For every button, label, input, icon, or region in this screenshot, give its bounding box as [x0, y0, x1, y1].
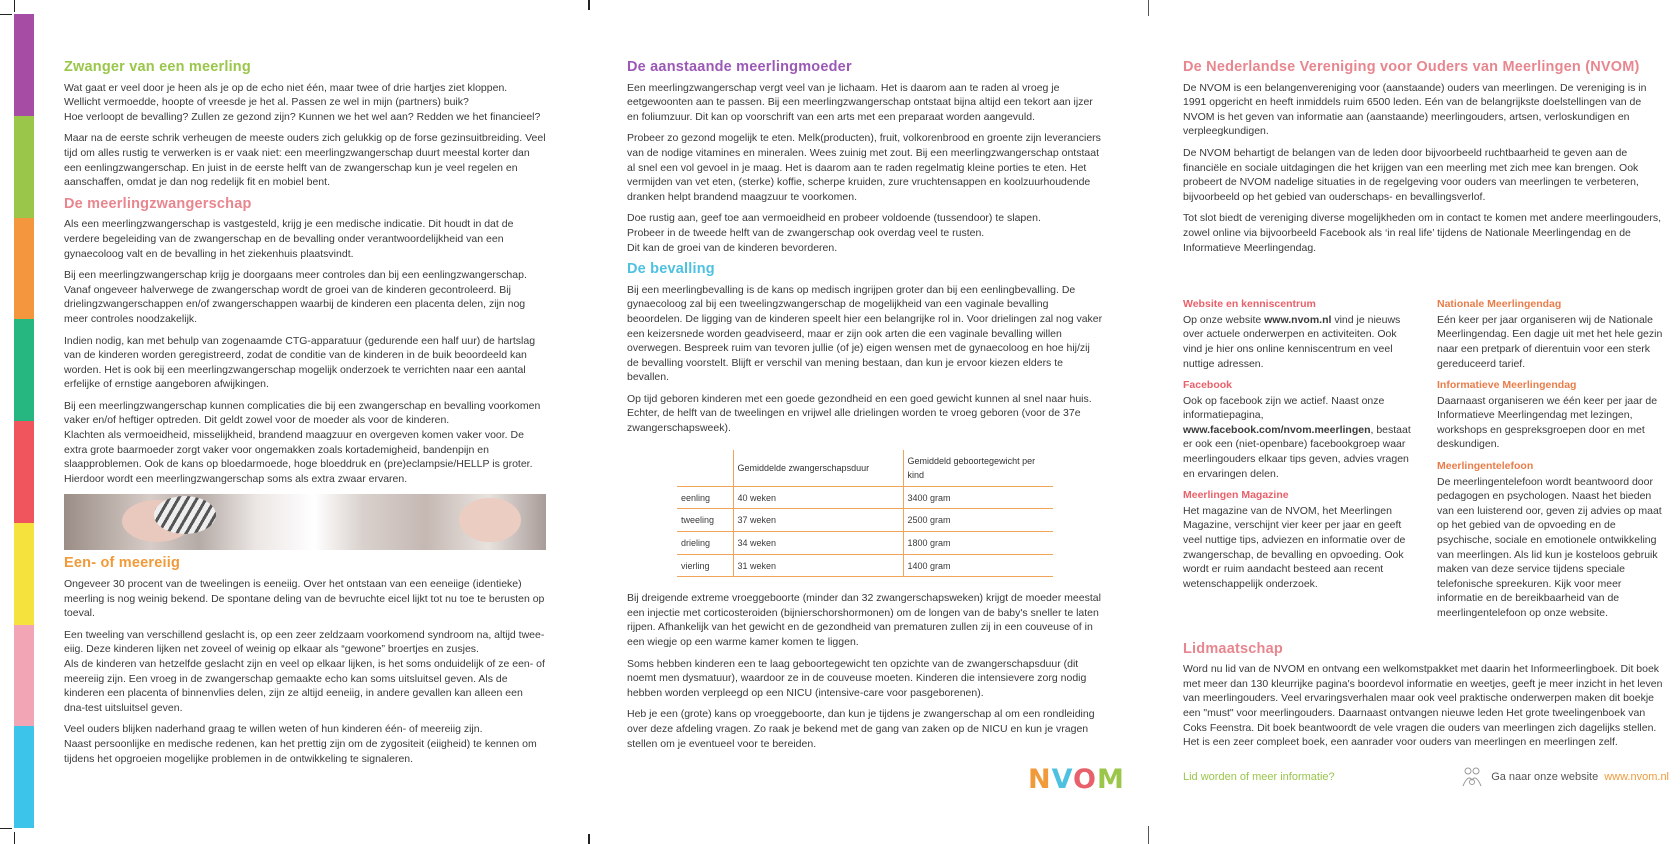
heading-meerlingzwangerschap: De meerlingzwangerschap: [64, 195, 252, 212]
facebook-link[interactable]: www.facebook.com/nvom.meerlingen: [1183, 423, 1371, 436]
table-row: [677, 532, 1053, 555]
paragraph: [64, 81, 546, 125]
section-text: Eén keer per jaar organiseren wij de Nationale Meerlingendag. Een dagje uit met het hele gezin naar een pretpark of dierentuin voor een sterk gereduceerd tarief.: [1437, 313, 1663, 370]
sentence: Wellicht vermoedde, hoopte of vreesde je het al. Passen ze wel in mijn (partners) buik?: [64, 96, 469, 109]
table-header: Gemiddeld geboortegewicht per kind: [903, 450, 1053, 487]
table-cell: 3400 gram: [903, 486, 1053, 509]
section-title: Website en kenniscentrum: [1183, 298, 1316, 311]
logo-letter: O: [1073, 764, 1097, 795]
color-swatch: [14, 726, 34, 828]
nvom-logo: [1028, 764, 1125, 795]
heading-eeneiig: Een- of meereiig: [64, 555, 181, 572]
sentence: Hoe verloopt de bevalling? Zullen ze gezond zijn? Kunnen we het wel aan? Redden we het financieel?: [64, 110, 541, 123]
paragraph: Bij dreigende extreme vroeggeboorte (minder dan 32 zwangerschapsweken) krijgt de moeder meestal een injectie met corticosteroiden (bijnierschorshormonen) om de longen van de baby's sneller te laten rijpen. Afhankelijk van het gewicht en de gezondheid van prematuren zullen zij in een couveuse of in een wiegje op een warme kamer komen te liggen.: [627, 592, 1101, 648]
table-cell: 1800 gram: [903, 532, 1053, 555]
crop-mark: [14, 832, 15, 844]
table-row: [677, 554, 1053, 577]
sentence: Veel ouders blijken naderhand graag te willen weten of hun kinderen één- of meereiig zijn.: [64, 723, 483, 736]
section-text: Ook op facebook zijn we actief. Naast onze informatiepagina, www.facebook.com/nvom.meerlingen, bestaat er ook een (niet-openbare) facebookgroep waar meerlingouders elkaar tips geven, advies vragen en ervaringen delen.: [1183, 394, 1411, 480]
logo-letter: N: [1028, 764, 1052, 795]
color-swatch: [14, 421, 34, 523]
website-link[interactable]: www.nvom.nl: [1264, 313, 1332, 326]
sentence: Dit kan de groei van de kinderen bevorderen.: [627, 241, 838, 254]
paragraph: De NVOM behartigt de belangen van de leden door bijvoorbeeld ruchtbaarheid te geven aan de financiële en sociale uitdagingen die het krijgen van een meerling met zich mee kan brengen. Ook probeert de NVOM nadelige situaties in de regelgeving voor ouders van meerlingen te verbeteren, bijvoorbeeld op het gebied van ouderschaps- en bevallingsverlof.: [1183, 146, 1639, 203]
info-column-right: [1437, 291, 1669, 627]
crop-mark: [588, 0, 590, 10]
color-swatch: [14, 218, 34, 320]
cta-question: Lid worden of meer informatie?: [1183, 771, 1335, 783]
paragraph: [64, 399, 546, 487]
section-text: Op onze website www.nvom.nl vind je nieuws over actuele onderwerpen en activiteiten. Ook vind je hier ons online kenniscentrum en veel nuttige adressen.: [1183, 313, 1401, 370]
color-swatch: [14, 625, 34, 727]
sentence: Als de kinderen van hetzelfde geslacht zijn en veel op elkaar lijken, is het soms onduidelijk of ze een- of meereiig zijn. Een vroeg in de zwangerschap gemaakte echo kan soms uitsluitsel geven. Als de kinderen een placenta of binnenvlies delen, zijn ze altijd eeneiig, in andere gevallen kan alleen een dna-test uitsluitsel geven.: [64, 658, 545, 714]
fold-mark: [1148, 0, 1149, 16]
sentence: Wat gaat er veel door je heen als je op de echo niet één, maar twee of drie hartjes ziet kloppen.: [64, 81, 508, 94]
section-title: Informatieve Meerlingendag: [1437, 379, 1577, 392]
paragraph: Tot slot biedt de vereniging diverse mogelijkheden om in contact te komen met andere meerlingouders, zowel online via bijvoorbeeld Facebook als ‘in real life’ tijdens de Nationale Meerlingendag en de Informatieve Meerlingendag.: [1183, 212, 1662, 254]
sentence: Een tweeling van verschillend geslacht is, op een zeer zeldzaam voorkomend syndroom na, altijd twee-eiig. Deze kinderen lijken net zoveel of weinig op elkaar als “gewone” broertjes en zusjes.: [64, 628, 545, 656]
table-cell: 37 weken: [733, 509, 903, 532]
birth-table: [677, 450, 1053, 578]
crop-mark: [0, 14, 12, 15]
website-url-link[interactable]: www.nvom.nl: [1604, 771, 1669, 783]
paragraph: Ongeveer 30 procent van de tweelingen is eeneiig. Over het ontstaan van een eeneiige (identieke) meerling is nog weinig bekend. De spontane deling van de bevruchte eicel lijkt tot nu toe te berusten op toeval.: [64, 578, 545, 620]
table-cell: 2500 gram: [903, 509, 1053, 532]
paragraph: De NVOM is een belangenvereniging voor (aanstaande) ouders van meerlingen. De vereniging is in 1991 opgericht en heeft inmiddels ruim 6500 leden. Eén van de belangrijkste doelstellingen van de NVOM is het geven van informatie aan (aanstaande) meerlingouders, artsen, verloskundigen en verpleegkundigen.: [1183, 81, 1647, 138]
sentence: Probeer in de tweede helft van de zwangerschap ook overdag veel te rusten.: [627, 226, 985, 239]
paragraph: [627, 211, 1103, 255]
heading-meerlingmoeder: De aanstaande meerlingmoeder: [627, 59, 852, 75]
call-to-action: [1183, 764, 1669, 790]
info-column-left: [1183, 291, 1415, 627]
section-title: Meerlingentelefoon: [1437, 460, 1534, 473]
paragraph: [64, 722, 546, 766]
color-swatch: [14, 116, 34, 218]
paragraph: Bij een meerlingzwangerschap krijg je doorgaans meer controles dan bij een eenlingzwangerschap. Vanaf ongeveer halverwege de zwangerschap wordt de groei van de kinderen gecontroleerd. Bij drielingzwangerschappen en/of zwangerschappen waarbij de kinderen een placenta delen, zijn nog meer controles noodzakelijk.: [64, 269, 527, 325]
paragraph: Word nu lid van de NVOM en ontvang een welkomstpakket met daarin het Informeerlingboek. Dit boek met meer dan 130 kleurrijke pagina's boordevol informatie en weetjes, geeft je meer inzicht in het leven van meerlingouders. Veel ervaringsverhalen maar ook veel praktische onderwerpen maken dit boekje een "must" voor meerlingouders. Daarnaast ontvangen nieuwe leden Het grote tweelingenboek van Coks Feenstra. Dit boek beantwoordt de vele vragen die ouders van meerlingen zich dagelijks stellen. Het is een zeer compleet boek, een aanrader voor ouders van meerlingen en meerlingen zelf.: [1183, 663, 1663, 749]
sentence: Doe rustig aan, geef toe aan vermoeidheid en probeer voldoende (tussendoor) te slapen.: [627, 212, 1041, 225]
info-sections: [1183, 291, 1669, 627]
table-cell: 34 weken: [733, 532, 903, 555]
table-cell: drieling: [677, 532, 733, 555]
column-right: [1183, 56, 1669, 757]
cta-website-text: Ga naar onze website: [1491, 771, 1599, 783]
paragraph: Bij een meerlingbevalling is de kans op medisch ingrijpen groter dan bij een eenlingbevalling. De gynaecoloog zal bij een tweelingzwangerschap de mogelijkheid van een vaginale bevalling beoordelen. De ligging van de kinderen speelt hier een belangrijke rol in. Voor drielingen zal nog vaker een keizersnede worden geadviseerd, maar er zijn ook arten die een vaginale bevalling willen overwegen. Bespreek ruim van tevoren jullie (of je) eigen wensen met de gynaecoloog en hoe hij/zij de bevalling voorstelt. Blijft er verschil van mening bestaan, dan kun je ervoor kiezen elders te bevallen.: [627, 283, 1103, 384]
sentence: Op tijd geboren kinderen met een goede gezondheid en een goed gewicht kunnen al snel naar huis.: [627, 392, 1092, 405]
color-bar: [14, 14, 34, 828]
baby-hat: [154, 496, 216, 534]
column-middle: [627, 56, 1103, 758]
family-icon: [1459, 764, 1485, 790]
table-header-row: [677, 450, 1053, 487]
heading-lidmaatschap: Lidmaatschap: [1183, 640, 1283, 657]
baby-face: [459, 498, 521, 542]
sentence: Naast persoonlijke en medische redenen, kan het prettig zijn om de zygositeit (eiigheid) te kennen om tijdens het opgroeien mogelijke problemen in de ontwikkeling te signaleren.: [64, 737, 537, 765]
section-title: Facebook: [1183, 379, 1233, 392]
sentence: Klachten als vermoeidheid, misselijkheid, brandend maagzuur en overgeven komen vaker voor. De extra grote baarmoeder zorgt vaker voor ongemakken zoals kortademigheid, bandenpijn en slaapproblemen. Ook de kans op bloedarmoede, hoge bloeddruk en (pre)eclampsie/HELLP is groter. Hierdoor wordt een meerlingzwangerschap soms als extra zwaar ervaren.: [64, 429, 533, 485]
heading-nvom: De Nederlandse Vereniging voor Ouders van Meerlingen (NVOM): [1183, 59, 1640, 75]
color-swatch: [14, 14, 34, 116]
table-cell: tweeling: [677, 509, 733, 532]
column-left: [64, 56, 546, 773]
paragraph: [627, 392, 1103, 436]
crop-mark: [588, 834, 590, 844]
logo-letter: V: [1051, 764, 1074, 795]
paragraph: Heb je een (grote) kans op vroeggeboorte, dan kun je tijdens je zwangerschap al om een rondleiding over deze afdeling vragen. Zo raak je bekend met de gang van zaken op de NICU en kun je vragen stellen om je eventueel voor te bereiden.: [627, 708, 1095, 750]
paragraph: Indien nodig, kan met behulp van zogenaamde CTG-apparatuur (gedurende een half uur) de hartslag van de kinderen worden geregistreerd, zodat de conditie van de kinderen in de buik beoordeeld kan worden. Het is ook bij een meerlingzwangerschap mogelijk onderzoek te verrichten naar een aantal erfelijke of ernstige aangeboren afwijkingen.: [64, 334, 536, 391]
sentence: Echter, de helft van de tweelingen en vrijwel alle drielingen worden te vroeg geboren (voor de 37e zwangerschapsweek).: [627, 407, 1081, 435]
table-row: [677, 509, 1053, 532]
fold-mark: [1148, 826, 1149, 844]
paragraph: Als een meerlingzwangerschap is vastgesteld, krijg je een medische indicatie. Dit houdt in dat de verdere begeleiding van de zwangerschap en de bevalling onder verantwoordelijkheid van een gynaecoloog valt en de bevalling in het ziekenhuis plaatsvindt.: [64, 218, 514, 260]
table-cell: 31 weken: [733, 554, 903, 577]
logo-letter: M: [1096, 764, 1125, 795]
paragraph: Maar na de eerste schrik verheugen de meeste ouders zich gelukkig op de forse gezinsuitbreiding. Veel tijd om alles rustig te verwerken is er vaak niet: een meerlingzwangerschap duurt meestal korter dan een eenlingzwangerschap. En juist in de eerste helft van de zwangerschap kun je veel regelen en aanschaffen, omdat je dan nog redelijk fit en mobiel bent.: [64, 132, 546, 189]
sentence: Bij een meerlingzwangerschap kunnen complicaties die bij een zwangerschap en bevalling voorkomen vaker en/of heftiger optreden. Dit geldt zowel voor de moeder als voor de kinderen.: [64, 399, 541, 427]
table-cell: eenling: [677, 486, 733, 509]
section-text: De meerlingentelefoon wordt beantwoord door pedagogen en psychologen. Naast het bieden van een luisterend oor, geven zij advies op maat op het gebied van de opvoeding en de psychische, sociale en emotionele ontwikkeling van meerlingen. Als lid kun je kosteloos gebruik maken van deze service tijdens speciale telefonische spreekuren. Kijk voor meer informatie en de bereikbaarheid van de meerlingentelefoon op onze website.: [1437, 475, 1662, 619]
paragraph: Een meerlingzwangerschap vergt veel van je lichaam. Het is daarom aan te raden al vroeg je eetgewoonten aan te passen. Bij een meerlingzwangerschap ontstaat bijna altijd een tekort aan ijzer en foliumzuur. Dit kan op voorschrift van een arts met een preparaat worden aangevuld.: [627, 81, 1093, 123]
section-title: Meerlingen Magazine: [1183, 489, 1289, 502]
section-text: Het magazine van de NVOM, het Meerlingen Magazine, verschijnt vier keer per jaar en geeft veel nuttige tips, adviezen en informatie over de zwangerschap, de bevalling en opvoeding. Ook wordt er ruim aandacht besteed aan recent wetenschappelijk onderzoek.: [1183, 504, 1406, 590]
heading-zwanger: Zwanger van een meerling: [64, 59, 251, 75]
section-text: Daarnaast organiseren we één keer per jaar de Informatieve Meerlingendag met lezingen, workshops en gespreksgroepen door en met deskundigen.: [1437, 394, 1658, 451]
color-swatch: [14, 523, 34, 625]
table-header: Gemiddelde zwangerschapsduur: [733, 450, 903, 487]
crop-mark: [0, 828, 12, 829]
table-header: [677, 450, 733, 487]
table-cell: vierling: [677, 554, 733, 577]
crop-mark: [14, 0, 15, 12]
color-swatch: [14, 319, 34, 421]
table-cell: 1400 gram: [903, 554, 1053, 577]
table-cell: 40 weken: [733, 486, 903, 509]
babies-photo: [64, 494, 546, 550]
table-row: [677, 486, 1053, 509]
paragraph: [64, 628, 546, 716]
section-title: Nationale Meerlingendag: [1437, 298, 1562, 311]
paragraph: Soms hebben kinderen een te laag geboortegewicht ten opzichte van de zwangerschapsduur (dit noemt men dysmatuur), waardoor ze in de couveuse moeten. Kinderen die intensievere zorg nodig hebben worden verpleegd op een NICU (intensive-care voor pasgeborenen).: [627, 657, 1087, 699]
heading-bevalling: De bevalling: [627, 261, 715, 278]
cta-website: [1459, 764, 1669, 790]
paragraph: Probeer zo gezond mogelijk te eten. Melk(producten), fruit, volkorenbrood en groente zijn leveranciers van de nodige vitamines en mineralen. Wees zuinig met zout. Bij een meerlingzwangerschap ontstaat al snel een vol gevoel in je maag. Het is daarom aan te raden regelmatig kleine porties te eten. Het vermijden van vet eten, (sterke) koffie, scherpe kruiden, zure vruchtensappen en koolzuurhoudende dranken helpt brandend maagzuur te voorkomen.: [627, 132, 1101, 203]
